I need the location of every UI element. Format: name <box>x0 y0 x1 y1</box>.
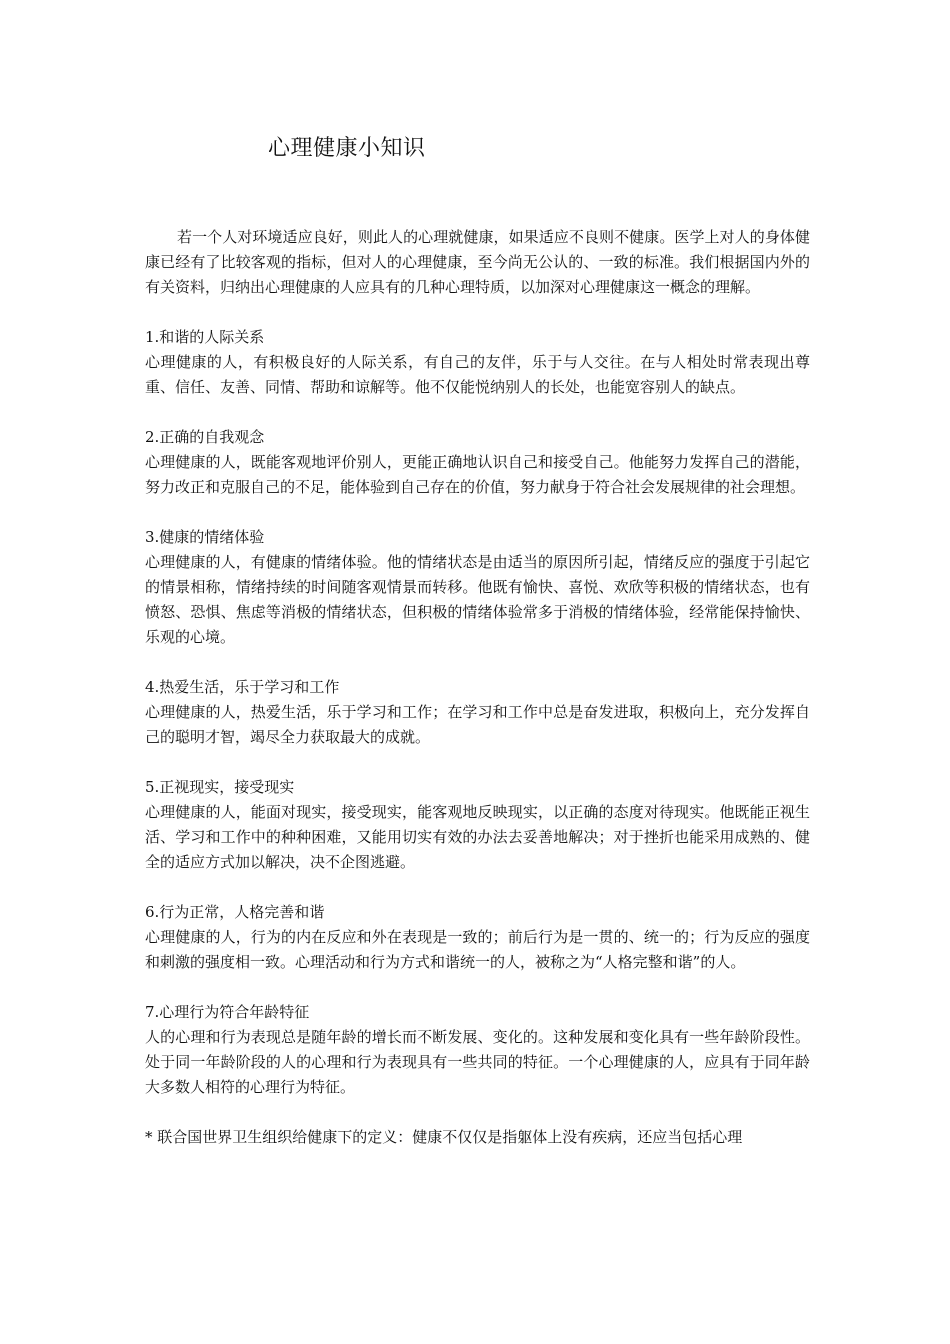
document-title: 心理健康小知识 <box>268 136 426 161</box>
intro-paragraph: 若一个人对环境适应良好，则此人的心理就健康，如果适应不良则不健康。医学上对人的身体健康已经有了比较客观的指标，但对人的心理健康，至今尚无公认的、一致的标准。我们根据国内外的有关资料，归纳出心理健康的人应具有的几种心理特质，以加深对心理健康这一概念的理解。 <box>145 228 810 296</box>
section-heading: 2.正确的自我观念 <box>145 428 265 446</box>
section-body: 心理健康的人，有健康的情绪体验。他的情绪状态是由适当的原因所引起，情绪反应的强度于引起它的情景相称，情绪持续的时间随客观情景而转移。他既有愉快、喜悦、欢欣等积极的情绪状态，也有愤怒、恐惧、焦虑等消极的情绪状态，但积极的情绪体验常多于消极的情绪体验，经常能保持愉快、乐观的心境。 <box>145 553 810 646</box>
section-body: 心理健康的人，既能客观地评价别人，更能正确地认识自己和接受自己。他能努力发挥自己的潜能，努力改正和克服自己的不足，能体验到自己存在的价值，努力献身于符合社会发展规律的社会理想。 <box>145 453 810 496</box>
section-body: 人的心理和行为表现总是随年龄的增长而不断发展、变化的。这种发展和变化具有一些年龄阶段性。处于同一年龄阶段的人的心理和行为表现具有一些共同的特征。一个心理健康的人，应具有于同年龄大多数人相符的心理行为特征。 <box>145 1028 810 1096</box>
section-heading: 3.健康的情绪体验 <box>145 528 265 546</box>
footnote: * 联合国世界卫生组织给健康下的定义：健康不仅仅是指躯体上没有疾病，还应当包括心理 <box>145 1128 743 1146</box>
section-7 <box>145 1000 810 1100</box>
section-body: 心理健康的人，能面对现实，接受现实，能客观地反映现实，以正确的态度对待现实。他既能正视生活、学习和工作中的种种困难，又能用切实有效的办法去妥善地解决；对于挫折也能采用成熟的、健全的适应方式加以解决，决不企图逃避。 <box>145 803 810 871</box>
section-body: 心理健康的人，行为的内在反应和外在表现是一致的；前后行为是一贯的、统一的；行为反应的强度和刺激的强度相一致。心理活动和行为方式和谐统一的人，被称之为“人格完整和谐”的人。 <box>145 928 810 971</box>
section-body: 心理健康的人，热爱生活，乐于学习和工作；在学习和工作中总是奋发进取，积极向上，充分发挥自己的聪明才智，竭尽全力获取最大的成就。 <box>145 703 810 746</box>
section-heading: 1.和谐的人际关系 <box>145 328 265 346</box>
section-heading: 5.正视现实，接受现实 <box>145 778 295 796</box>
section-heading: 4.热爱生活，乐于学习和工作 <box>145 678 340 696</box>
document-body <box>145 225 810 1150</box>
section-body: 心理健康的人，有积极良好的人际关系，有自己的友伴，乐于与人交往。在与人相处时常表现出尊重、信任、友善、同情、帮助和谅解等。他不仅能悦纳别人的长处，也能宽容别人的缺点。 <box>145 353 810 396</box>
section-heading: 7.心理行为符合年龄特征 <box>145 1003 310 1021</box>
section-heading: 6.行为正常，人格完善和谐 <box>145 903 325 921</box>
section-6 <box>145 900 810 975</box>
section-2 <box>145 425 810 500</box>
section-5 <box>145 775 810 875</box>
section-3 <box>145 525 810 650</box>
section-4 <box>145 675 810 750</box>
section-1 <box>145 325 810 400</box>
